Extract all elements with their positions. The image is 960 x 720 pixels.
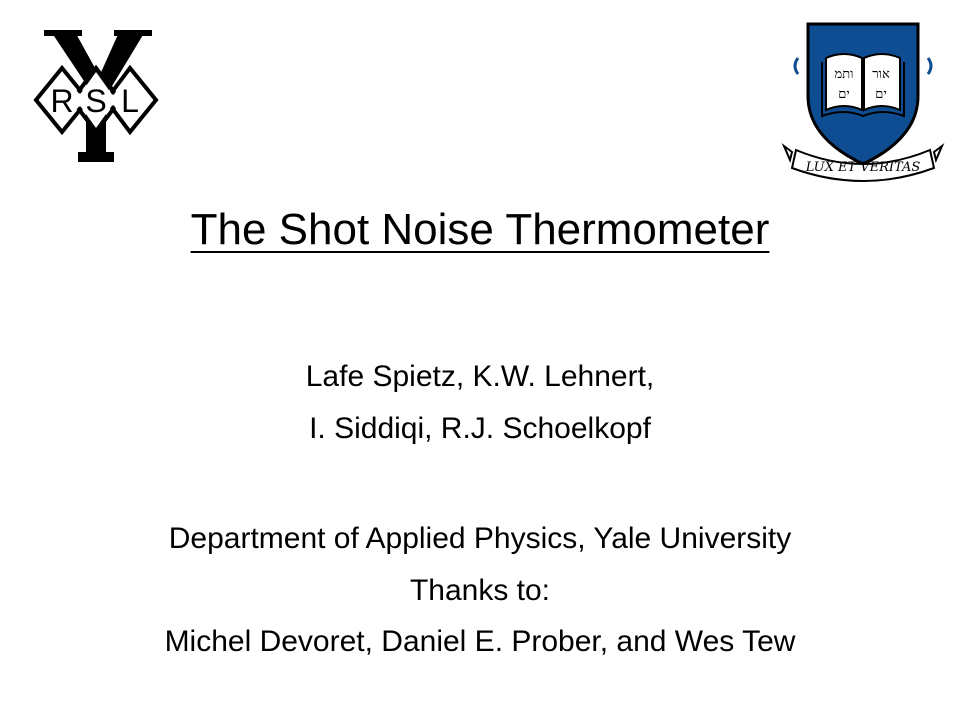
yale-shield-icon [778,18,948,183]
authors-line-2: I. Siddiqi, R.J. Schoelkopf [309,412,651,445]
yale-logo [778,18,948,183]
authors-line-1: Lafe Spietz, K.W. Lehnert, [305,360,655,393]
rsl-letter-s: S [85,83,107,119]
svg-text:ים: ים [875,87,887,102]
hebrew-text: אור [872,67,890,82]
svg-text:ים: ים [838,87,850,102]
slide-title: The Shot Noise Thermometer [190,205,770,254]
rsl-letter-l: L [121,83,139,119]
rsl-letter-r: R [50,83,74,119]
rsl-logo-icon [22,26,172,171]
thanks-names: Michel Devoret, Daniel E. Prober, and Wes Tew [164,625,796,658]
yale-motto: LUX ET VERITAS [805,160,921,175]
affiliation: Department of Applied Physics, Yale University [168,522,792,555]
svg-text:ותמ: ותמ [834,67,854,82]
rsl-logo [22,26,172,171]
thanks-label: Thanks to: [409,574,551,607]
